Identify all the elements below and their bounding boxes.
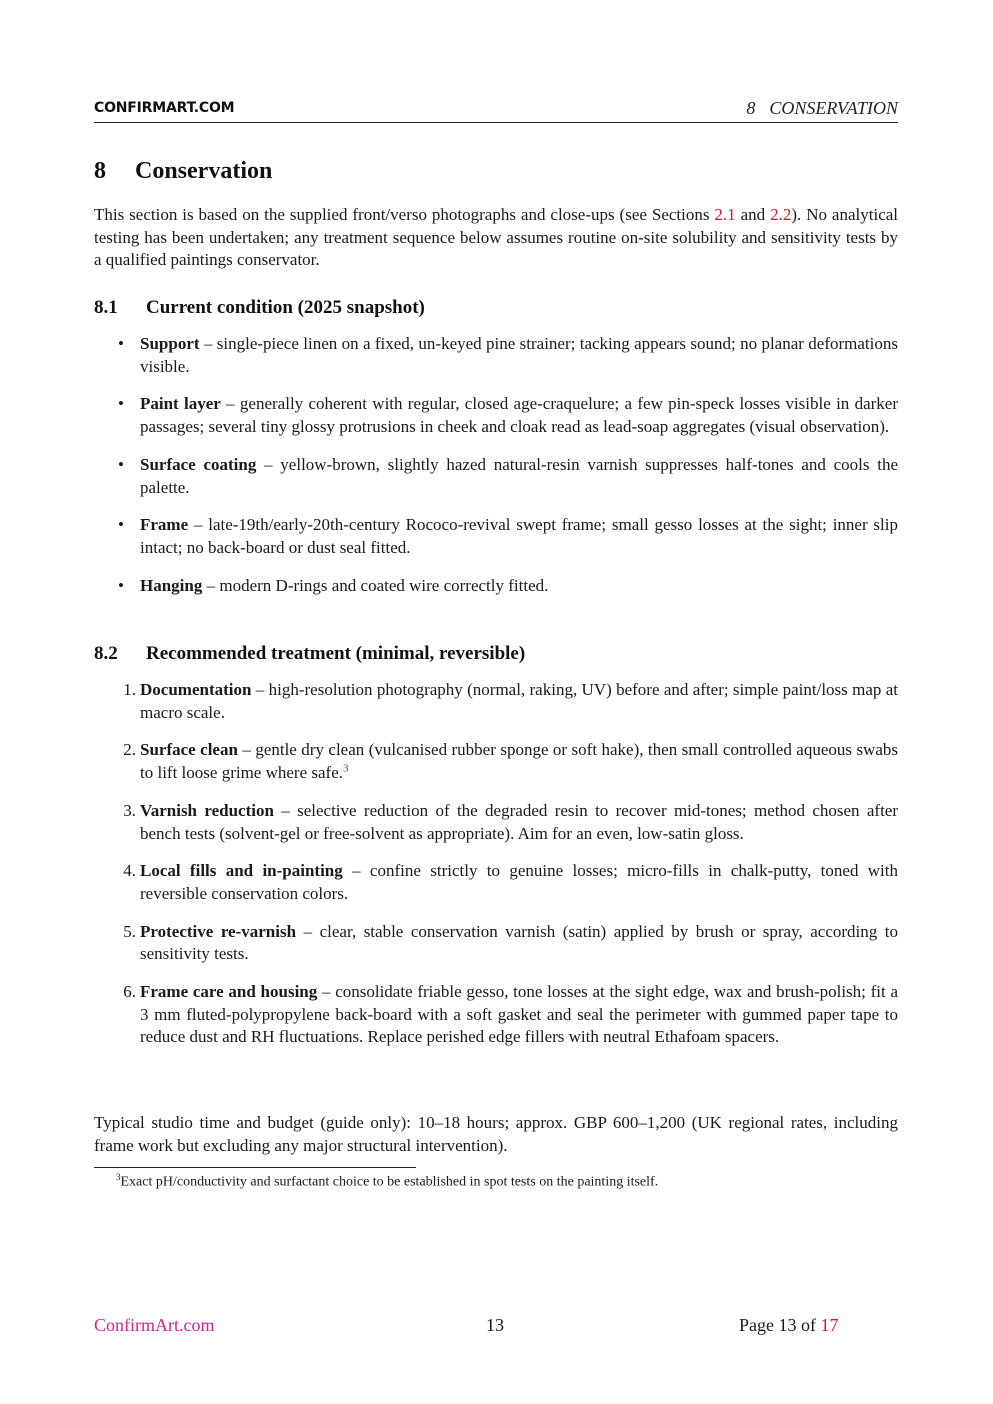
condition-list — [94, 333, 898, 612]
footer-total-pages-link[interactable]: 17 — [820, 1315, 839, 1335]
footer-page-count — [739, 1315, 838, 1336]
item-text: – gentle dry clean (vulcanised rubber sponge or soft hake), then small controlled aqueous swabs to lift loose grime where safe. — [140, 740, 898, 783]
item-number: 4. — [123, 861, 136, 881]
list-item — [94, 921, 898, 966]
item-number: 6. — [123, 982, 136, 1002]
section-ref-link-2-2[interactable]: 2.2 — [770, 205, 792, 224]
item-term: Protective re-varnish — [140, 921, 297, 941]
item-text: – selective reduction of the degraded resin to recover mid-tones; method chosen after bench tests (solvent-gel or free-solvent as appropriate). Aim for an even, low-satin gloss. — [140, 800, 899, 843]
list-item — [94, 679, 898, 724]
subsection-title: Recommended treatment (minimal, reversible) — [146, 643, 526, 664]
section-number: 8 — [94, 158, 106, 184]
item-text: – consolidate friable gesso, tone losses at the sight edge, wax and brush-polish; fit a 3 mm fluted-polypropylene back-board with a soft gasket and seal the perimeter with gummed paper tape to reduce dust and RH fluctuations. Replace perished edge fillers with neutral Ethafoam spacers. — [140, 982, 898, 1047]
item-text: – late-19th/early-20th-century Rococo-revival swept frame; small gesso losses at the sight; inner slip intact; no back-board or dust seal fitted. — [140, 515, 898, 557]
item-term: Documentation — [140, 680, 252, 699]
treatment-list — [94, 679, 898, 1064]
item-text: – clear, stable conservation varnish (satin) applied by brush or spray, according to sensitivity tests. — [140, 921, 899, 964]
list-item — [94, 800, 898, 845]
bullet-marker: • — [118, 394, 124, 414]
running-section-number: 8 — [746, 98, 756, 118]
list-item — [94, 514, 898, 559]
subsection-heading-8-1 — [94, 297, 425, 319]
intro-text-3: ). No analytical testing has been undertaken; any treatment sequence below assumes routine on-site solubility and sensitivity tests by a qualified paintings conservator. — [94, 205, 899, 270]
item-text: – generally coherent with regular, closed age-craquelure; a few pin-speck losses visible in darker passages; several tiny glossy protrusions in cheek and cloak read as lead-soap aggregates (visual observation). — [140, 394, 898, 437]
footnote-rule — [94, 1167, 416, 1168]
subsection-number: 8.1 — [94, 297, 118, 318]
footnote — [116, 1172, 896, 1191]
item-term: Support — [140, 334, 200, 353]
footnote-ref-link[interactable]: 3 — [343, 762, 349, 775]
bullet-marker: • — [118, 454, 124, 474]
list-item — [94, 454, 898, 499]
item-number: 1. — [123, 680, 136, 699]
footer-page-label: Page 13 of — [739, 1315, 821, 1335]
footer-page-number: 13 — [486, 1315, 504, 1335]
subsection-heading-8-2 — [94, 643, 525, 665]
list-item — [94, 333, 898, 378]
item-text: – yellow-brown, slightly hazed natural-resin varnish suppresses half-tones and cools the palette. — [140, 454, 898, 497]
list-item — [94, 739, 898, 784]
item-term: Local fills and in-painting — [140, 861, 343, 881]
section-title: Conservation — [135, 158, 273, 184]
item-term: Frame care and housing — [140, 982, 318, 1002]
intro-paragraph — [94, 204, 898, 272]
footnote-mark: 3 — [116, 1172, 121, 1182]
list-item — [94, 981, 898, 1049]
subsection-number: 8.2 — [94, 643, 118, 664]
subsection-title: Current condition (2025 snapshot) — [146, 297, 425, 318]
item-term: Varnish reduction — [140, 800, 274, 820]
item-number: 5. — [123, 921, 136, 941]
item-number: 2. — [123, 740, 136, 760]
item-term: Frame — [140, 515, 189, 535]
running-section-title — [746, 98, 898, 119]
closing-paragraph: Typical studio time and budget (guide only): 10–18 hours; approx. GBP 600–1,200 (UK regional rates, including frame work but excluding any major structural intervention). — [94, 1113, 898, 1155]
section-heading — [94, 158, 272, 185]
item-term: Paint layer — [140, 394, 221, 414]
running-header — [94, 98, 898, 123]
bullet-marker: • — [118, 334, 124, 353]
list-item — [94, 393, 898, 438]
intro-text-1: This section is based on the supplied front/verso photographs and close-ups (see Sections — [94, 205, 715, 224]
item-number: 3. — [123, 800, 136, 820]
item-term: Hanging — [140, 575, 203, 595]
bullet-marker: • — [118, 575, 124, 595]
footer-site-link[interactable]: ConfirmArt.com — [94, 1315, 215, 1335]
item-text: – high-resolution photography (normal, raking, UV) before and after; simple paint/loss map at macro scale. — [140, 680, 898, 722]
confirmart-logo[interactable]: CONFIRMART.COM — [94, 100, 235, 116]
item-text: – single-piece linen on a fixed, un-keyed pine strainer; tacking appears sound; no planar deformations visible. — [140, 334, 898, 376]
list-item — [94, 575, 898, 598]
list-item — [94, 860, 898, 905]
running-section-name: CONSERVATION — [769, 98, 898, 118]
footnote-text: Exact pH/conductivity and surfactant choice to be established in spot tests on the painting itself. — [120, 1174, 659, 1190]
item-text: – modern D-rings and coated wire correctly fitted. — [202, 575, 549, 595]
bullet-marker: • — [118, 515, 124, 535]
item-term: Surface clean — [140, 740, 238, 760]
item-text: – confine strictly to genuine losses; micro-fills in chalk-putty, toned with reversible conservation colors. — [140, 861, 898, 903]
section-ref-link-2-1[interactable]: 2.1 — [714, 205, 736, 224]
intro-text-2: and — [735, 205, 771, 224]
item-term: Surface coating — [140, 454, 257, 474]
